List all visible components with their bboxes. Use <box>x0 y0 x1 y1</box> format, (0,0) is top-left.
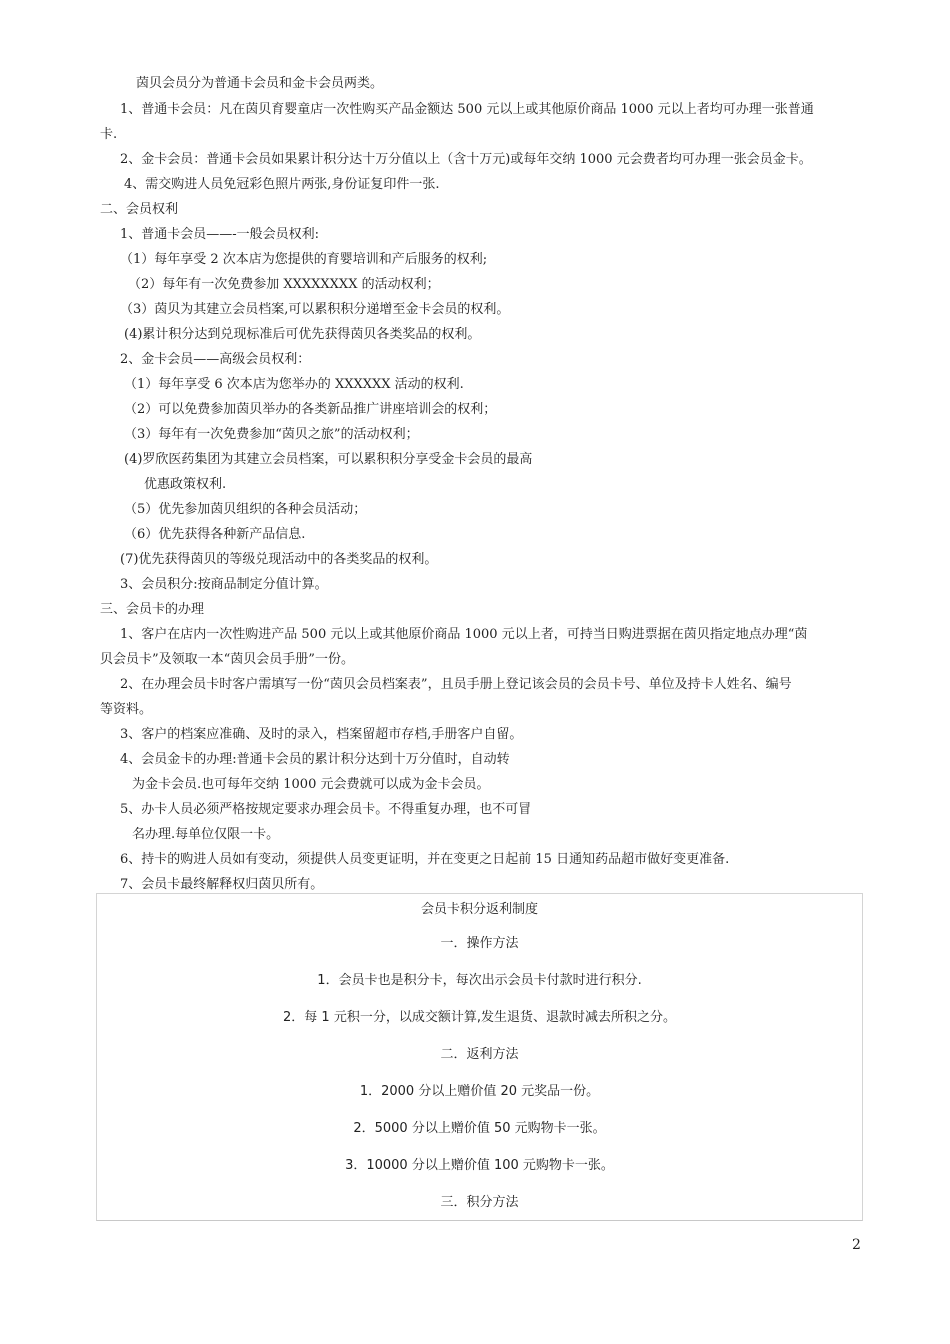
text-line: 7、会员卡最终解释权归茵贝所有。 <box>120 877 324 892</box>
text-line: （2）每年有一次免费参加 XXXXXXXX 的活动权利； <box>128 277 440 292</box>
page-number: 2 <box>852 1237 861 1253</box>
text-line: （1）每年享受 6 次本店为您举办的 XXXXXX 活动的权利. <box>124 377 464 392</box>
box-title: 会员卡积分返利制度 <box>420 902 538 917</box>
text-line: 1、普通卡会员：凡在茵贝育婴童店一次性购买产品金额达 500 元以上或其他原价商品 1000 元以上者均可办理一张普通 <box>120 102 814 117</box>
text-line: 二、会员权利 <box>100 202 179 217</box>
text-line: 6、持卡的购进人员如有变动，须提供人员变更证明，并在变更之日起前 15 日通知药品超市做好变更准备. <box>120 852 730 867</box>
text-line: (7)优先获得茵贝的等级兑现活动中的各类奖品的权利。 <box>120 552 438 567</box>
text-line: 3、会员积分:按商品制定分值计算。 <box>120 577 328 592</box>
text-line: 为金卡会员.也可每年交纳 1000 元会费就可以成为金卡会员。 <box>132 777 490 792</box>
box-line: 一．操作方法 <box>440 936 519 951</box>
text-line: （3）茵贝为其建立会员档案,可以累积积分递增至金卡会员的权利。 <box>120 302 510 317</box>
text-line: 卡. <box>100 127 118 142</box>
box-line: 2．5000 分以上赠价值 50 元购物卡一张。 <box>353 1121 606 1136</box>
box-line: 1．会员卡也是积分卡，每次出示会员卡付款时进行积分. <box>317 973 642 988</box>
text-line: 4、会员金卡的办理:普通卡会员的累计积分达到十万分值时，自动转 <box>120 752 510 767</box>
text-line: （6）优先获得各种新产品信息. <box>124 527 306 542</box>
text-line: (4)累计积分达到兑现标准后可优先获得茵贝各类奖品的权利。 <box>124 327 481 342</box>
text-line: （5）优先参加茵贝组织的各种会员活动； <box>124 502 367 517</box>
text-line: 贝会员卡”及领取一本“茵贝会员手册”一份。 <box>100 652 354 667</box>
box-line: 二．返利方法 <box>440 1047 519 1062</box>
text-line: 2、金卡会员——高级会员权利： <box>120 352 311 367</box>
text-line: 名办理.每单位仅限一卡。 <box>132 827 280 842</box>
text-line: （3）每年有一次免费参加“茵贝之旅”的活动权利； <box>124 427 419 442</box>
text-line: 三、会员卡的办理 <box>100 602 205 617</box>
box-line: 三．积分方法 <box>440 1195 519 1210</box>
box-line: 1．2000 分以上赠价值 20 元奖品一份。 <box>359 1084 600 1099</box>
text-line: 1、普通卡会员——-一般会员权利: <box>120 227 320 242</box>
text-line: 等资料。 <box>100 702 153 717</box>
text-line: 2、在办理会员卡时客户需填写一份“茵贝会员档案表”，且员手册上登记该会员的会员卡号、单位及持卡人姓名、编号 <box>120 677 792 692</box>
box-line: 2．每 1 元积一分，以成交额计算,发生退货、退款时减去所积之分。 <box>283 1010 676 1025</box>
text-line: (4)罗欣医药集团为其建立会员档案，可以累积积分享受金卡会员的最高 <box>124 452 533 467</box>
text-line: 茵贝会员分为普通卡会员和金卡会员两类。 <box>136 76 384 91</box>
text-line: 1、客户在店内一次性购进产品 500 元以上或其他原价商品 1000 元以上者，可持当日购进票据在茵贝指定地点办理“茵 <box>120 627 808 642</box>
text-line: 优惠政策权利. <box>144 477 227 492</box>
text-line: （1）每年享受 2 次本店为您提供的育婴培训和产后服务的权利; <box>120 252 488 267</box>
box-line: 3．10000 分以上赠价值 100 元购物卡一张。 <box>345 1158 614 1173</box>
text-line: 5、办卡人员必须严格按规定要求办理会员卡。不得重复办理，也不可冒 <box>120 802 532 817</box>
text-line: 2、金卡会员：普通卡会员如果累计积分达十万分值以上（含十万元)或每年交纳 1000 元会费者均可办理一张会员金卡。 <box>120 152 812 167</box>
text-line: （2）可以免费参加茵贝举办的各类新品推广讲座培训会的权利； <box>124 402 497 417</box>
text-line: 4、需交购进人员免冠彩色照片两张,身份证复印件一张. <box>124 177 440 192</box>
text-line: 3、客户的档案应准确、及时的录入，档案留超市存档,手册客户自留。 <box>120 727 523 742</box>
